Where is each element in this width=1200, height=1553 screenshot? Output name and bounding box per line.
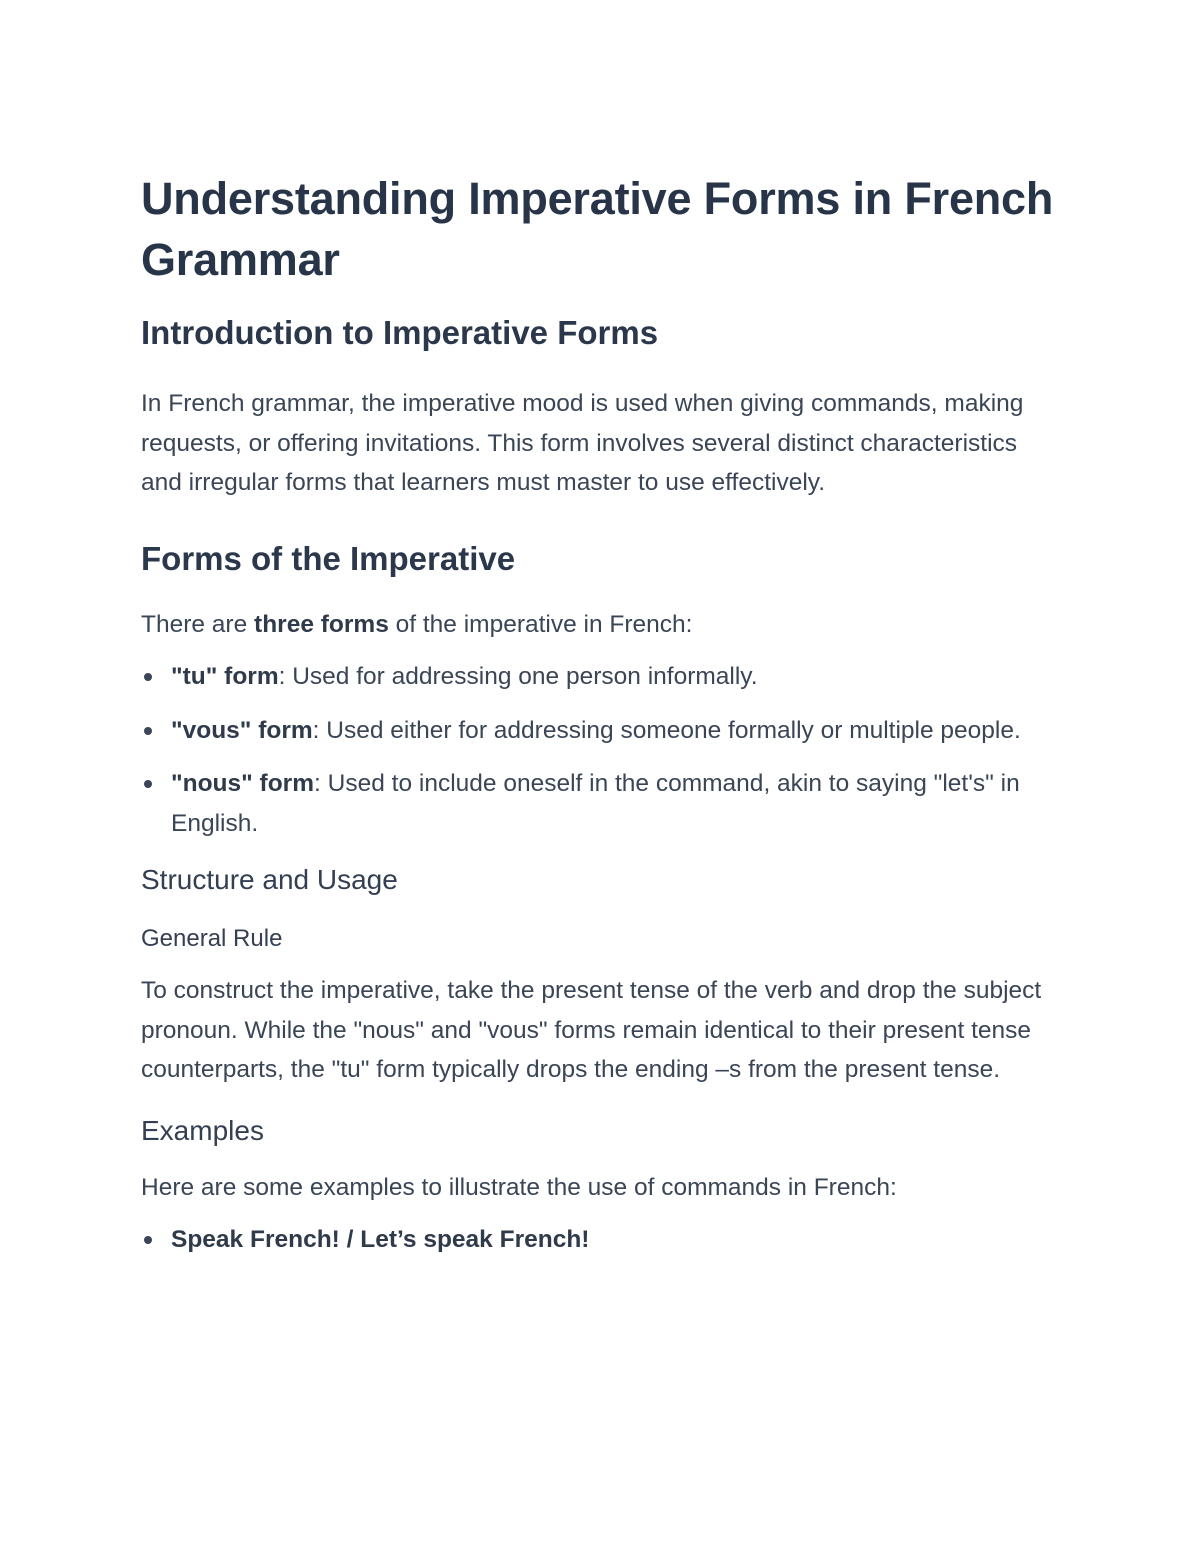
- examples-heading: Examples: [141, 1114, 264, 1146]
- bullet-icon: [144, 1236, 152, 1244]
- forms-list: [141, 657, 1061, 843]
- bullet-icon: [144, 727, 152, 735]
- forms-heading: Forms of the Imperative: [141, 539, 516, 577]
- form-desc: : Used to include oneself in the command, akin to saying "let's" in English.: [171, 770, 1020, 837]
- intro-paragraph: In French grammar, the imperative mood is used when giving commands, making requests, or offering invitations. This form involves several distinct characteristics and irregular forms that learners must master to use effectively.: [141, 390, 1024, 496]
- structure-heading: Structure and Usage: [141, 864, 398, 895]
- forms-lead-after: of the imperative in French:: [388, 610, 693, 638]
- form-desc: : Used either for addressing someone formally or multiple people.: [312, 716, 1021, 744]
- form-term: "nous" form: [171, 770, 315, 797]
- rule-heading: General Rule: [141, 925, 283, 952]
- rule-paragraph: To construct the imperative, take the present tense of the verb and drop the subject pronoun. While the "nous" and "vous" forms remain identical to their present tense counterparts, the "tu" form typically drops the ending –s from the present tense.: [141, 977, 1042, 1083]
- examples-lead: Here are some examples to illustrate the use of commands in French:: [141, 1173, 897, 1201]
- form-term: "tu" form: [171, 663, 279, 690]
- intro-heading: Introduction to Imperative Forms: [141, 314, 659, 351]
- example-text: Speak French! / Let’s speak French!: [171, 1226, 590, 1253]
- page-title: Understanding Imperative Forms in French Grammar: [141, 173, 1054, 285]
- bullet-icon: [144, 673, 152, 681]
- forms-lead-before: There are: [141, 610, 255, 638]
- list-item: [141, 657, 1061, 697]
- list-item: [141, 764, 1061, 843]
- bullet-icon: [144, 780, 152, 788]
- document-page: [141, 168, 1061, 1260]
- form-term: "vous" form: [171, 716, 313, 744]
- list-item: [141, 1220, 1061, 1260]
- forms-lead-bold: three forms: [254, 610, 389, 638]
- examples-list: [141, 1220, 1061, 1260]
- form-desc: : Used for addressing one person informally.: [278, 663, 758, 690]
- forms-lead: [141, 605, 1061, 645]
- list-item: [141, 711, 1061, 751]
